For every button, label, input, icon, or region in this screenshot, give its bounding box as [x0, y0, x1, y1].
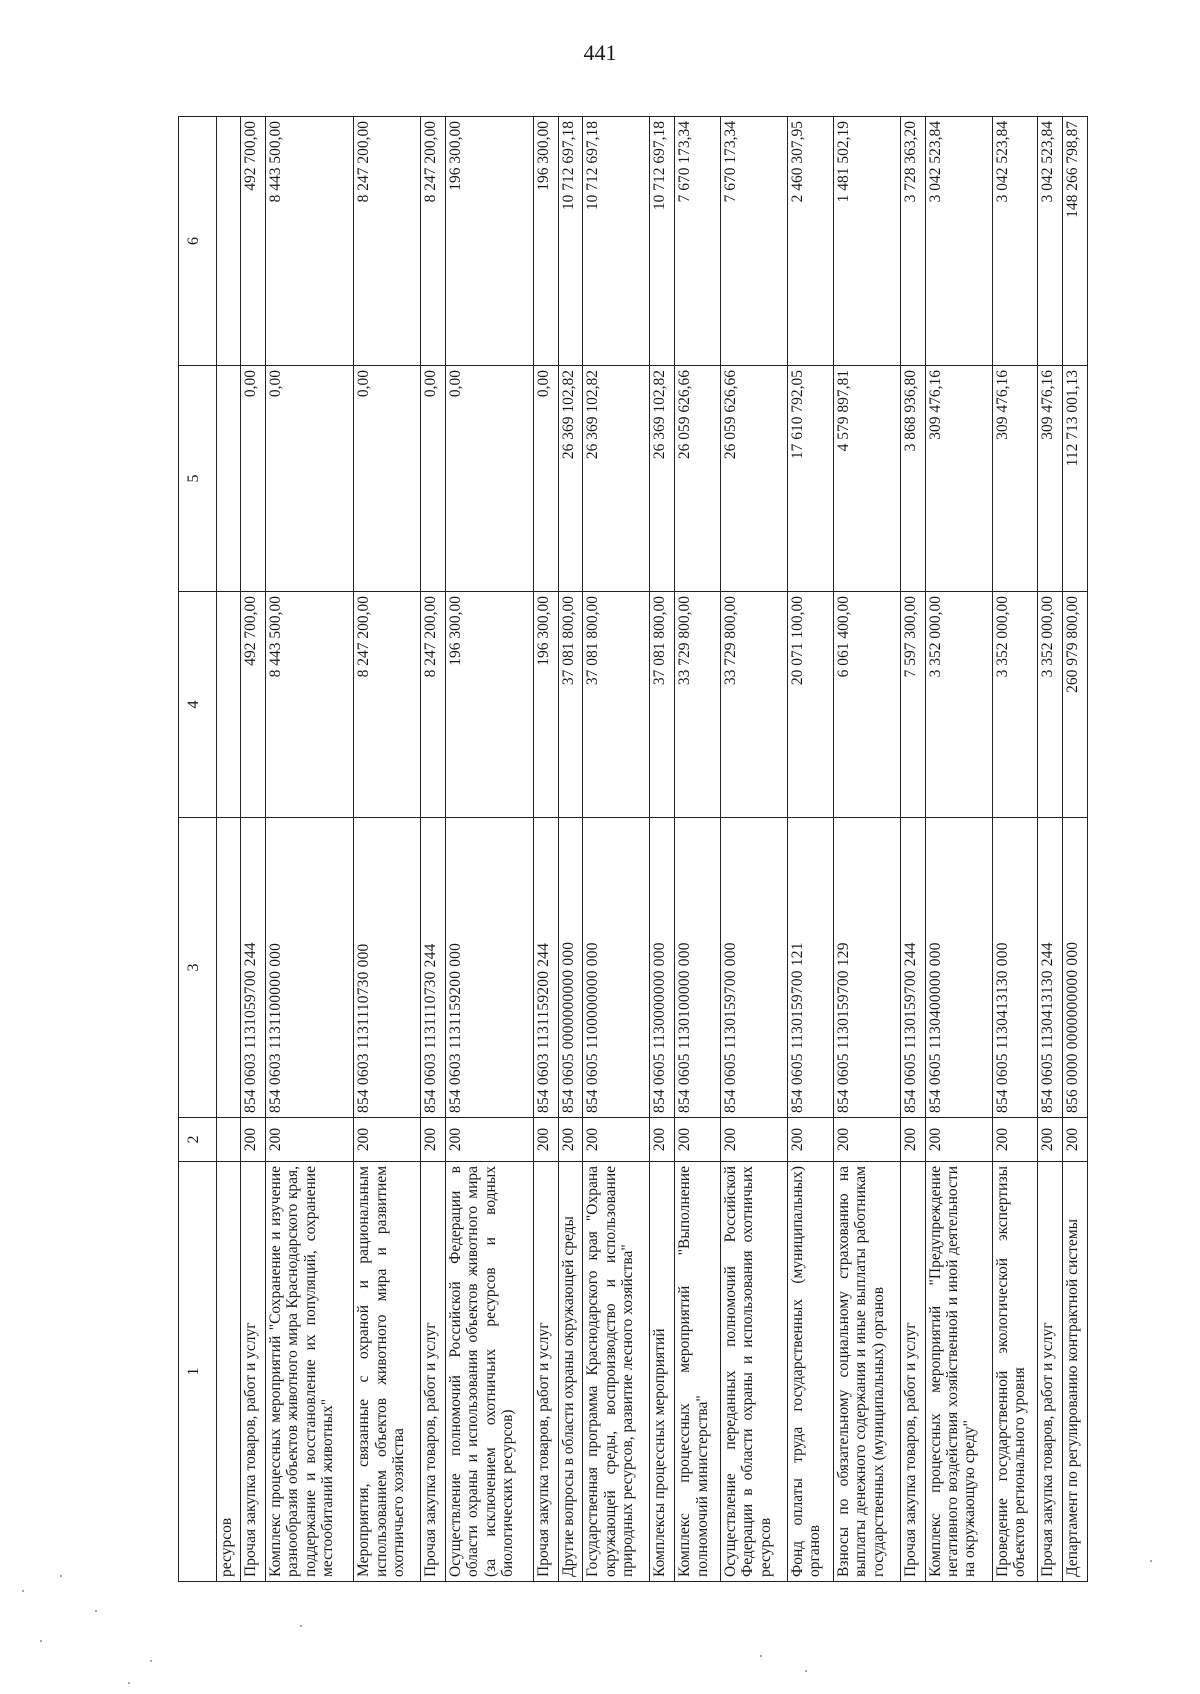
budget-table	[178, 116, 1088, 1582]
row-value-col5-cell: 26 369 102,82	[650, 366, 675, 592]
row-value-col6-cell: 3 728 363,20	[900, 117, 925, 366]
row-value-col5-cell: 0,00	[533, 366, 558, 592]
row-value-col6-cell: 3 042 523,84	[925, 117, 992, 366]
row-classification-code-cell: 854 0605 1130000000 000	[650, 818, 675, 1118]
row-value-col4-cell: 3 352 000,00	[992, 592, 1038, 818]
row-classification-code-cell: 854 0603 1131100000 000	[266, 818, 354, 1118]
row-value-col6-cell: 7 670 173,34	[675, 117, 721, 366]
table-row	[833, 117, 900, 1582]
column-header: 6	[179, 117, 217, 366]
column-header: 1	[179, 1162, 217, 1582]
scan-speck	[22, 1590, 24, 1592]
table-row	[1063, 117, 1088, 1582]
row-code-200-cell: 200	[833, 1118, 900, 1162]
row-classification-code-cell: 854 0603 1131159200 244	[533, 818, 558, 1118]
row-value-col5-cell: 26 369 102,82	[558, 366, 583, 592]
table-row	[992, 117, 1038, 1582]
row-classification-code-cell: 854 0605 1130159700 000	[721, 818, 788, 1118]
table-row	[266, 117, 354, 1582]
table-row	[1038, 117, 1063, 1582]
row-value-col6-cell: 1 481 502,19	[833, 117, 900, 366]
row-value-col6-cell: 7 670 173,34	[721, 117, 788, 366]
row-value-col6-cell: 8 247 200,00	[421, 117, 446, 366]
row-classification-code-cell: 856 0000 0000000000 000	[1063, 818, 1088, 1118]
row-name-cell: Прочая закупка товаров, работ и услуг	[1038, 1162, 1063, 1582]
scan-speck	[805, 1670, 807, 1672]
table-row	[216, 117, 241, 1582]
row-name-cell: Департамент по регулированию контрактной системы	[1063, 1162, 1088, 1582]
row-classification-code-cell: 854 0603 1131059700 244	[241, 818, 266, 1118]
row-name-cell: Осуществление переданных полномочий Российской Федерации в области охраны и использования охотничьих ресурсов	[721, 1162, 788, 1582]
table-row	[533, 117, 558, 1582]
row-classification-code-cell: 854 0605 1130100000 000	[675, 818, 721, 1118]
row-code-200-cell: 200	[788, 1118, 834, 1162]
row-value-col5-cell: 0,00	[241, 366, 266, 592]
table-row	[788, 117, 834, 1582]
column-header: 5	[179, 366, 217, 592]
scan-speck	[128, 1682, 130, 1684]
row-value-col5-cell: 309 476,16	[925, 366, 992, 592]
row-code-200-cell: 200	[900, 1118, 925, 1162]
row-name-cell: Прочая закупка товаров, работ и услуг	[533, 1162, 558, 1582]
row-value-col4-cell: 3 352 000,00	[925, 592, 992, 818]
row-value-col5-cell: 0,00	[445, 366, 533, 592]
row-value-col4-cell: 33 729 800,00	[675, 592, 721, 818]
row-classification-code-cell: 854 0605 1130159700 244	[900, 818, 925, 1118]
row-code-200-cell: 200	[992, 1118, 1038, 1162]
table-row	[421, 117, 446, 1582]
column-header: 3	[179, 818, 217, 1118]
row-value-col6-cell	[216, 117, 241, 366]
table-row	[925, 117, 992, 1582]
scan-speck	[40, 1640, 42, 1642]
row-name-cell: Комплекс процессных мероприятий "Выполнение полномочий министерства"	[675, 1162, 721, 1582]
row-name-cell: Другие вопросы в области охраны окружающей среды	[558, 1162, 583, 1582]
row-value-col6-cell: 3 042 523,84	[992, 117, 1038, 366]
row-value-col5-cell: 309 476,16	[1038, 366, 1063, 592]
column-header: 4	[179, 592, 217, 818]
row-code-200-cell: 200	[675, 1118, 721, 1162]
table-row	[721, 117, 788, 1582]
table-row	[445, 117, 533, 1582]
row-code-200-cell: 200	[721, 1118, 788, 1162]
row-classification-code-cell: 854 0605 1130413130 244	[1038, 818, 1063, 1118]
row-value-col5-cell: 0,00	[421, 366, 446, 592]
table-row	[900, 117, 925, 1582]
scan-speck	[300, 1625, 302, 1627]
row-name-cell: Проведение государственной экологической экспертизы объектов регионального уровня	[992, 1162, 1038, 1582]
row-value-col4-cell: 20 071 100,00	[788, 592, 834, 818]
row-value-col5-cell: 26 059 626,66	[721, 366, 788, 592]
row-name-cell: Комплекс процессных мероприятий "Сохранение и изучение разнообразия объектов животного мира Краснодарского края, поддержание и восстановление их популяций, сохранение местообитаний животных"	[266, 1162, 354, 1582]
row-classification-code-cell: 854 0605 1130413130 000	[992, 818, 1038, 1118]
scan-speck	[60, 1575, 62, 1577]
table-header-row	[179, 117, 217, 1582]
row-value-col5-cell: 26 369 102,82	[583, 366, 650, 592]
table-row	[241, 117, 266, 1582]
row-name-cell: Взносы по обязательному социальному страхованию на выплаты денежного содержания и иные выплаты работникам государственных (муниципальных) органов	[833, 1162, 900, 1582]
row-value-col6-cell: 3 042 523,84	[1038, 117, 1063, 366]
row-name-cell: Фонд оплаты труда государственных (муниципальных) органов	[788, 1162, 834, 1582]
scan-speck	[1150, 1560, 1152, 1562]
row-value-col4-cell: 33 729 800,00	[721, 592, 788, 818]
row-classification-code-cell: 854 0603 1131159200 000	[445, 818, 533, 1118]
table-row	[675, 117, 721, 1582]
row-value-col5-cell	[216, 366, 241, 592]
row-value-col4-cell: 196 300,00	[445, 592, 533, 818]
row-code-200-cell: 200	[1038, 1118, 1063, 1162]
row-value-col4-cell: 196 300,00	[533, 592, 558, 818]
row-name-cell: Осуществление полномочий Российской Федерации в области охраны и использования объектов животного мира (за исключением охотничьих ресурсов и водных биологических ресурсов)	[445, 1162, 533, 1582]
row-classification-code-cell: 854 0605 1130400000 000	[925, 818, 992, 1118]
row-code-200-cell	[216, 1118, 241, 1162]
row-value-col6-cell: 10 712 697,18	[558, 117, 583, 366]
row-name-cell: Прочая закупка товаров, работ и услуг	[421, 1162, 446, 1582]
row-classification-code-cell: 854 0603 1131110730 000	[354, 818, 421, 1118]
row-value-col6-cell: 8 443 500,00	[266, 117, 354, 366]
table-row	[354, 117, 421, 1582]
row-value-col4-cell: 37 081 800,00	[650, 592, 675, 818]
row-value-col6-cell: 10 712 697,18	[650, 117, 675, 366]
row-value-col4-cell: 37 081 800,00	[558, 592, 583, 818]
table-row	[583, 117, 650, 1582]
row-classification-code-cell: 854 0605 1130159700 121	[788, 818, 834, 1118]
row-value-col5-cell: 0,00	[266, 366, 354, 592]
scan-speck	[150, 1660, 152, 1662]
row-value-col5-cell: 112 713 001,13	[1063, 366, 1088, 592]
row-classification-code-cell: 854 0605 1130159700 129	[833, 818, 900, 1118]
table-row	[558, 117, 583, 1582]
row-value-col6-cell: 196 300,00	[445, 117, 533, 366]
row-code-200-cell: 200	[445, 1118, 533, 1162]
row-value-col6-cell: 8 247 200,00	[354, 117, 421, 366]
row-classification-code-cell	[216, 818, 241, 1118]
row-value-col6-cell: 492 700,00	[241, 117, 266, 366]
scan-speck	[95, 1610, 97, 1612]
row-name-cell: ресурсов	[216, 1162, 241, 1582]
row-value-col5-cell: 4 579 897,81	[833, 366, 900, 592]
row-value-col5-cell: 26 059 626,66	[675, 366, 721, 592]
scan-speck	[760, 1655, 762, 1657]
row-value-col4-cell: 260 979 800,00	[1063, 592, 1088, 818]
row-value-col4-cell: 8 247 200,00	[354, 592, 421, 818]
row-code-200-cell: 200	[266, 1118, 354, 1162]
row-name-cell: Прочая закупка товаров, работ и услуг	[241, 1162, 266, 1582]
row-name-cell: Прочая закупка товаров, работ и услуг	[900, 1162, 925, 1582]
row-name-cell: Мероприятия, связанные с охраной и рациональным использованием объектов животного мира и развитием охотничьего хозяйства	[354, 1162, 421, 1582]
row-value-col4-cell	[216, 592, 241, 818]
table-row	[650, 117, 675, 1582]
row-value-col4-cell: 6 061 400,00	[833, 592, 900, 818]
row-code-200-cell: 200	[354, 1118, 421, 1162]
row-code-200-cell: 200	[650, 1118, 675, 1162]
row-classification-code-cell: 854 0605 1100000000 000	[583, 818, 650, 1118]
row-value-col4-cell: 37 081 800,00	[583, 592, 650, 818]
row-code-200-cell: 200	[533, 1118, 558, 1162]
row-value-col6-cell: 196 300,00	[533, 117, 558, 366]
row-code-200-cell: 200	[1063, 1118, 1088, 1162]
row-value-col4-cell: 7 597 300,00	[900, 592, 925, 818]
row-value-col5-cell: 309 476,16	[992, 366, 1038, 592]
row-name-cell: Комплекс процессных мероприятий "Предупреждение негативного воздействия хозяйственной и иной деятельности на окружающую среду"	[925, 1162, 992, 1582]
row-classification-code-cell: 854 0603 1131110730 244	[421, 818, 446, 1118]
row-code-200-cell: 200	[583, 1118, 650, 1162]
page-number: 441	[583, 40, 617, 65]
row-code-200-cell: 200	[241, 1118, 266, 1162]
row-value-col4-cell: 3 352 000,00	[1038, 592, 1063, 818]
row-value-col4-cell: 8 247 200,00	[421, 592, 446, 818]
row-value-col4-cell: 8 443 500,00	[266, 592, 354, 818]
row-value-col4-cell: 492 700,00	[241, 592, 266, 818]
row-value-col6-cell: 10 712 697,18	[583, 117, 650, 366]
row-code-200-cell: 200	[421, 1118, 446, 1162]
row-code-200-cell: 200	[925, 1118, 992, 1162]
rotated-table-container	[178, 117, 1088, 1582]
row-value-col5-cell: 17 610 792,05	[788, 366, 834, 592]
row-value-col6-cell: 2 460 307,95	[788, 117, 834, 366]
row-classification-code-cell: 854 0605 0000000000 000	[558, 818, 583, 1118]
row-name-cell: Государственная программа Краснодарского края "Охрана окружающей среды, воспроизводство и использование природных ресурсов, развитие лесного хозяйства"	[583, 1162, 650, 1582]
row-code-200-cell: 200	[558, 1118, 583, 1162]
column-header: 2	[179, 1118, 217, 1162]
row-name-cell: Комплексы процессных мероприятий	[650, 1162, 675, 1582]
row-value-col5-cell: 3 868 936,80	[900, 366, 925, 592]
row-value-col5-cell: 0,00	[354, 366, 421, 592]
row-value-col6-cell: 148 266 798,87	[1063, 117, 1088, 366]
